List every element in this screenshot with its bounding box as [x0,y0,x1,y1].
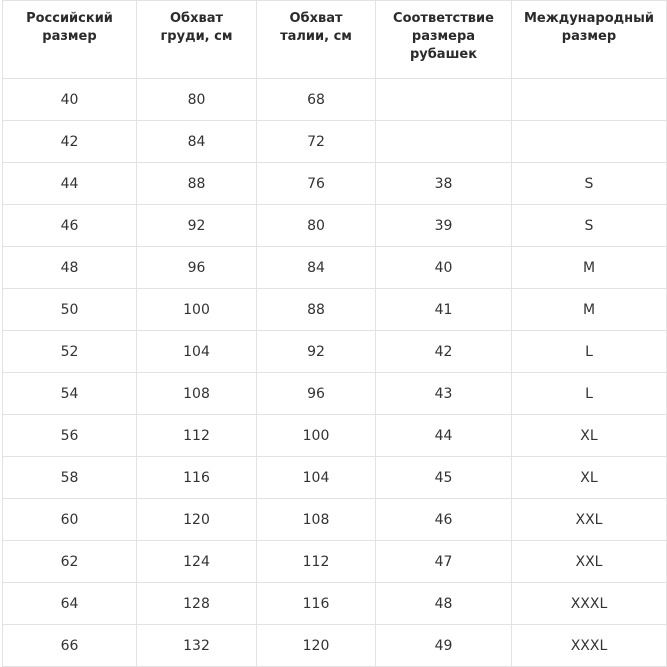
shirt-size-cell: 43 [376,373,512,415]
header-shirt-size-line-1: Соответствие [393,11,494,26]
shirt-size-cell: 41 [376,289,512,331]
table-row [3,121,667,163]
chest-cell: 132 [137,625,257,667]
waist-cell: 92 [257,331,376,373]
table-row [3,373,667,415]
international-size-cell: L [512,373,667,415]
header-shirt-size-line-3: рубашек [409,47,478,62]
header-chest-line-1: Обхват [169,11,224,26]
header-russian-size-line-1: Российский [26,11,113,26]
header-chest [137,1,257,79]
waist-cell: 88 [257,289,376,331]
table-row [3,415,667,457]
chest-cell: 88 [137,163,257,205]
chest-cell: 100 [137,289,257,331]
header-waist [257,1,376,79]
shirt-size-cell [376,79,512,121]
russian-size-cell: 64 [3,583,137,625]
chest-cell: 124 [137,541,257,583]
table-row [3,247,667,289]
shirt-size-cell: 47 [376,541,512,583]
shirt-size-cell: 46 [376,499,512,541]
header-russian-size-line-2: размер [42,29,97,44]
header-russian-size [3,1,137,79]
waist-cell: 72 [257,121,376,163]
waist-cell: 104 [257,457,376,499]
international-size-cell [512,121,667,163]
waist-cell: 100 [257,415,376,457]
shirt-size-cell [376,121,512,163]
table-row [3,541,667,583]
russian-size-cell: 50 [3,289,137,331]
header-chest-line-2: груди, см [160,29,233,44]
international-size-cell: M [512,289,667,331]
table-header-row [3,1,667,79]
international-size-cell: S [512,163,667,205]
table-row [3,457,667,499]
chest-cell: 120 [137,499,257,541]
table-row [3,583,667,625]
table-row [3,625,667,667]
chest-cell: 112 [137,415,257,457]
international-size-cell [512,79,667,121]
table-row [3,79,667,121]
international-size-cell: XXL [512,499,667,541]
russian-size-cell: 46 [3,205,137,247]
russian-size-cell: 58 [3,457,137,499]
shirt-size-cell: 48 [376,583,512,625]
waist-cell: 116 [257,583,376,625]
russian-size-cell: 42 [3,121,137,163]
russian-size-cell: 44 [3,163,137,205]
table-row [3,289,667,331]
shirt-size-cell: 45 [376,457,512,499]
waist-cell: 84 [257,247,376,289]
chest-cell: 84 [137,121,257,163]
waist-cell: 76 [257,163,376,205]
russian-size-cell: 48 [3,247,137,289]
russian-size-cell: 54 [3,373,137,415]
shirt-size-cell: 44 [376,415,512,457]
shirt-size-cell: 42 [376,331,512,373]
international-size-cell: XXXL [512,583,667,625]
shirt-size-cell: 49 [376,625,512,667]
russian-size-cell: 52 [3,331,137,373]
waist-cell: 120 [257,625,376,667]
header-waist-line-2: талии, см [280,29,352,44]
international-size-cell: L [512,331,667,373]
chest-cell: 80 [137,79,257,121]
russian-size-cell: 40 [3,79,137,121]
waist-cell: 112 [257,541,376,583]
international-size-cell: XXL [512,541,667,583]
table-row [3,205,667,247]
shirt-size-cell: 38 [376,163,512,205]
international-size-cell: S [512,205,667,247]
table-body [3,79,667,667]
chest-cell: 92 [137,205,257,247]
chest-cell: 108 [137,373,257,415]
russian-size-cell: 60 [3,499,137,541]
size-chart-table [2,0,667,667]
waist-cell: 108 [257,499,376,541]
chest-cell: 116 [137,457,257,499]
waist-cell: 68 [257,79,376,121]
shirt-size-cell: 40 [376,247,512,289]
international-size-cell: XL [512,415,667,457]
header-waist-line-1: Обхват [289,11,343,26]
header-shirt-size-line-2: размера [411,29,476,44]
chest-cell: 128 [137,583,257,625]
waist-cell: 96 [257,373,376,415]
header-shirt-size [376,1,512,79]
header-international-size-line-2: размер [561,29,617,44]
international-size-cell: XL [512,457,667,499]
shirt-size-cell: 39 [376,205,512,247]
waist-cell: 80 [257,205,376,247]
russian-size-cell: 66 [3,625,137,667]
header-international-size [512,1,667,79]
table-row [3,163,667,205]
international-size-cell: M [512,247,667,289]
russian-size-cell: 56 [3,415,137,457]
chest-cell: 96 [137,247,257,289]
international-size-cell: XXXL [512,625,667,667]
table-row [3,331,667,373]
header-international-size-line-1: Международный [524,11,654,26]
table-row [3,499,667,541]
chest-cell: 104 [137,331,257,373]
russian-size-cell: 62 [3,541,137,583]
